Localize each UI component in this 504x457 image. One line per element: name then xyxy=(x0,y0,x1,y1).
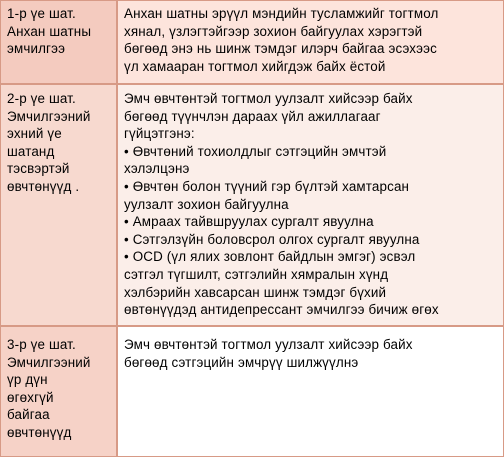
description-bullet-line: • Өвчтөн болон түүний гэр бүлтэй хамтарсан xyxy=(124,178,410,194)
description-bullet-line: • Сэтгэлзүйн боловсрол олгох сургалт явуулна xyxy=(124,231,420,247)
description-text-line: хэлбэрийн хавсарсан шинж тэмдэг бүхий xyxy=(124,284,387,300)
stage-text-line: 2-р үе шат. xyxy=(7,91,76,106)
description-text-line: гүйцэтгэнэ: xyxy=(124,126,195,142)
description-bullet-line: • Өвчтөний тохиолдлыг сэтгэцийн эмчтэй xyxy=(124,143,387,159)
description-bullet-line: • OCD (үл ялих зовлонт байдлын эмгэг) эсвэл xyxy=(124,249,416,265)
description-text-line: уулзалт зохион байгуулна xyxy=(124,196,289,212)
table-row xyxy=(0,0,504,84)
description-cell xyxy=(117,326,504,457)
description-text-line: Эмч өвчтөнтэй тогтмол уулзалт хийсээр байх xyxy=(124,91,413,106)
stage-text-line: тэсвэртэй xyxy=(7,161,70,177)
stage-text-line: өвчтөнүүд . xyxy=(7,178,80,194)
description-text-line: бөгөөд сэтгэцийн эмчрүү шилжүүлнэ xyxy=(124,354,359,370)
stage-text-line: Эмчилгээний xyxy=(7,354,91,370)
stage-text-line: байгаа xyxy=(7,407,50,423)
description-bullet-line: • Амраах тайвшруулах сургалт явуулна xyxy=(124,214,374,230)
stage-text-line: шатанд xyxy=(7,143,55,159)
description-text-line: өвтөнүүдэд антидепрессант эмчилгээ бичиж өгөх xyxy=(124,302,439,318)
description-text-line: хэлэлцэнэ xyxy=(124,161,190,177)
table-row xyxy=(0,326,504,457)
description-text-line: бөгөөд энэ нь шинж тэмдэг илэрч байгаа эсэхээс xyxy=(124,41,437,57)
stage-text-line: үр дүн xyxy=(7,372,48,388)
description-text-line: үл хамааран тогтмол хийгдэж байх ёстой xyxy=(124,58,386,74)
description-text-line: хянал, үзлэгтэйгээр зохион байгуулах хэрэгтэй xyxy=(124,23,423,39)
description-text-line: сэтгэл түгшилт, сэтгэлийн хямралын хүнд xyxy=(124,266,389,282)
description-text-line: бөгөөд түүнчлэн дараах үйл ажиллагааг xyxy=(124,108,381,124)
description-cell xyxy=(117,0,504,84)
table-row xyxy=(0,84,504,326)
stage-text-line: эмчилгээ xyxy=(7,41,66,57)
stage-cell xyxy=(0,0,117,84)
stage-cell xyxy=(0,84,117,326)
stage-text-line: өгөхгүй xyxy=(7,389,54,405)
description-text-line: Эмч өвчтөнтэй тогтмол уулзалт хийсээр байх xyxy=(124,337,413,352)
stage-text-line: эхний үе xyxy=(7,126,62,142)
stage-text-line: 3-р үе шат. xyxy=(7,337,76,352)
stage-text-line: Анхан шатны xyxy=(7,23,92,39)
stage-text-line: өвчтөнүүд xyxy=(7,424,72,440)
stage-text-line: 1-р үе шат. xyxy=(7,6,76,21)
description-text-line: Анхан шатны эрүүл мэндийн тусламжийг тогтмол xyxy=(124,6,439,21)
stage-cell xyxy=(0,326,117,457)
stage-text-line: Эмчилгээний xyxy=(7,108,91,124)
description-cell xyxy=(117,84,504,326)
